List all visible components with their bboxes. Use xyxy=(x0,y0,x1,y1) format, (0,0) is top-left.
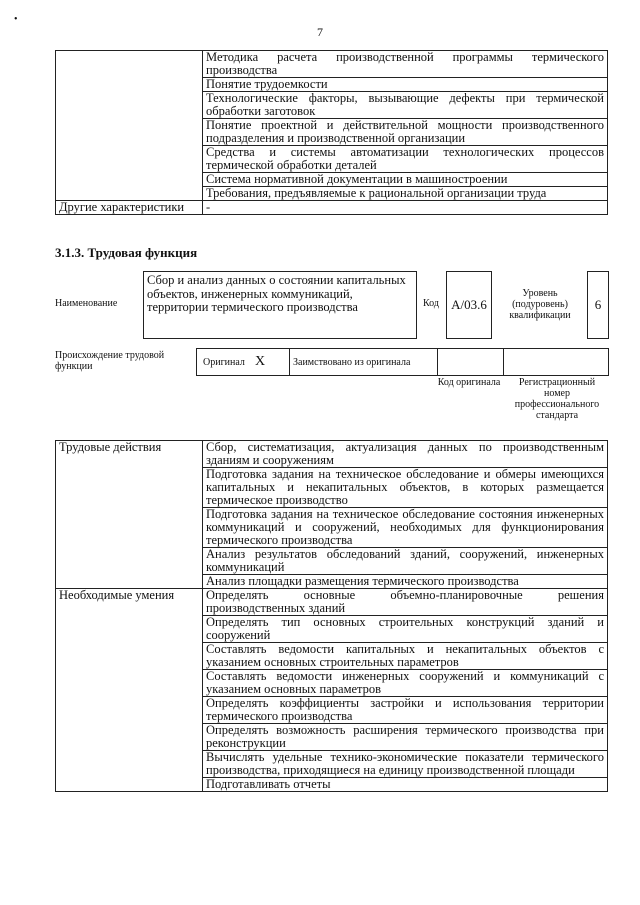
knowledge-table xyxy=(55,50,608,215)
action-item: Подготовка задания на техническое обследование состояния инженерных коммуникаций и сооружений, необходимых для функционирования термического производства xyxy=(203,508,608,548)
level-label: Уровень (подуровень) квалификации xyxy=(509,288,571,321)
knowledge-item: Методика расчета производственной программы термического производства xyxy=(203,51,608,78)
origin-borrowed-cell xyxy=(289,349,438,375)
knowledge-item: Понятие проектной и действительной мощности производственного подразделения и производственной организации xyxy=(203,119,608,146)
origin-code-cell xyxy=(437,349,504,375)
code-original-caption: Код оригинала xyxy=(437,377,501,388)
action-item: Анализ результатов обследований зданий, сооружений, инженерных коммуникаций xyxy=(203,548,608,575)
skill-item: Составлять ведомости инженерных сооружений и коммуникаций с указанием основных параметров xyxy=(203,670,608,697)
origin-original-cell xyxy=(197,349,290,375)
knowledge-item: Система нормативной документации в машиностроении xyxy=(203,173,608,187)
skill-item: Составлять ведомости капитальных и некапитальных объектов с указанием основных строительных параметров xyxy=(203,643,608,670)
reg-number-caption: Регистрационный номер профессионального стандарта xyxy=(514,377,600,421)
origin-row xyxy=(196,348,609,376)
page-number: 7 xyxy=(317,25,323,39)
knowledge-item: Средства и системы автоматизации технологических процессов термической обработки деталей xyxy=(203,146,608,173)
origin-label: Происхождение трудовой функции xyxy=(55,350,165,372)
knowledge-item: Требования, предъявляемые к рациональной организации труда xyxy=(203,187,608,201)
other-characteristics-label: Другие характеристики xyxy=(56,201,203,215)
name-label: Наименование xyxy=(55,298,118,309)
knowledge-item: Понятие трудоемкости xyxy=(203,78,608,92)
section-heading: 3.1.3. Трудовая функция xyxy=(55,245,198,260)
action-item: Подготовка задания на техническое обследование и обмеры имеющихся капитальных и некапитальных объектов, в которых размещается термическое производство xyxy=(203,468,608,508)
function-details-table xyxy=(55,440,608,792)
original-label: Оригинал xyxy=(203,357,245,368)
other-characteristics-value: - xyxy=(203,201,608,215)
function-code-box: А/03.6 xyxy=(446,271,492,339)
action-item: Сбор, систематизация, актуализация данных по производственным зданиям и сооружениям xyxy=(203,441,608,468)
skills-label: Необходимые умения xyxy=(56,589,203,792)
knowledge-item: Технологические факторы, вызывающие дефекты при термической обработки заготовок xyxy=(203,92,608,119)
borrowed-label: Заимствовано из оригинала xyxy=(293,357,411,368)
origin-reg-cell xyxy=(503,349,608,375)
skill-item: Определять возможность расширения термического производства при реконструкции xyxy=(203,724,608,751)
skill-item: Подготавливать отчеты xyxy=(203,778,608,792)
level-box: 6 xyxy=(587,271,609,339)
code-label: Код xyxy=(423,298,439,309)
skill-item: Вычислять удельные технико-экономические показатели термического производства, приходящиеся на единицу производственной площади xyxy=(203,751,608,778)
skill-item: Определять тип основных строительных конструкций зданий и сооружений xyxy=(203,616,608,643)
original-mark: Х xyxy=(255,354,266,369)
skill-item: Определять коэффициенты застройки и использования территории термического производства xyxy=(203,697,608,724)
corner-mark: • xyxy=(14,14,18,25)
function-name-box: Сбор и анализ данных о состоянии капитальных объектов, инженерных коммуникаций, территории термического производства xyxy=(143,271,417,339)
action-item: Анализ площадки размещения термического производства xyxy=(203,575,608,589)
actions-label: Трудовые действия xyxy=(56,441,203,589)
empty-label-cell xyxy=(56,51,203,201)
skill-item: Определять основные объемно-планировочные решения производственных зданий xyxy=(203,589,608,616)
